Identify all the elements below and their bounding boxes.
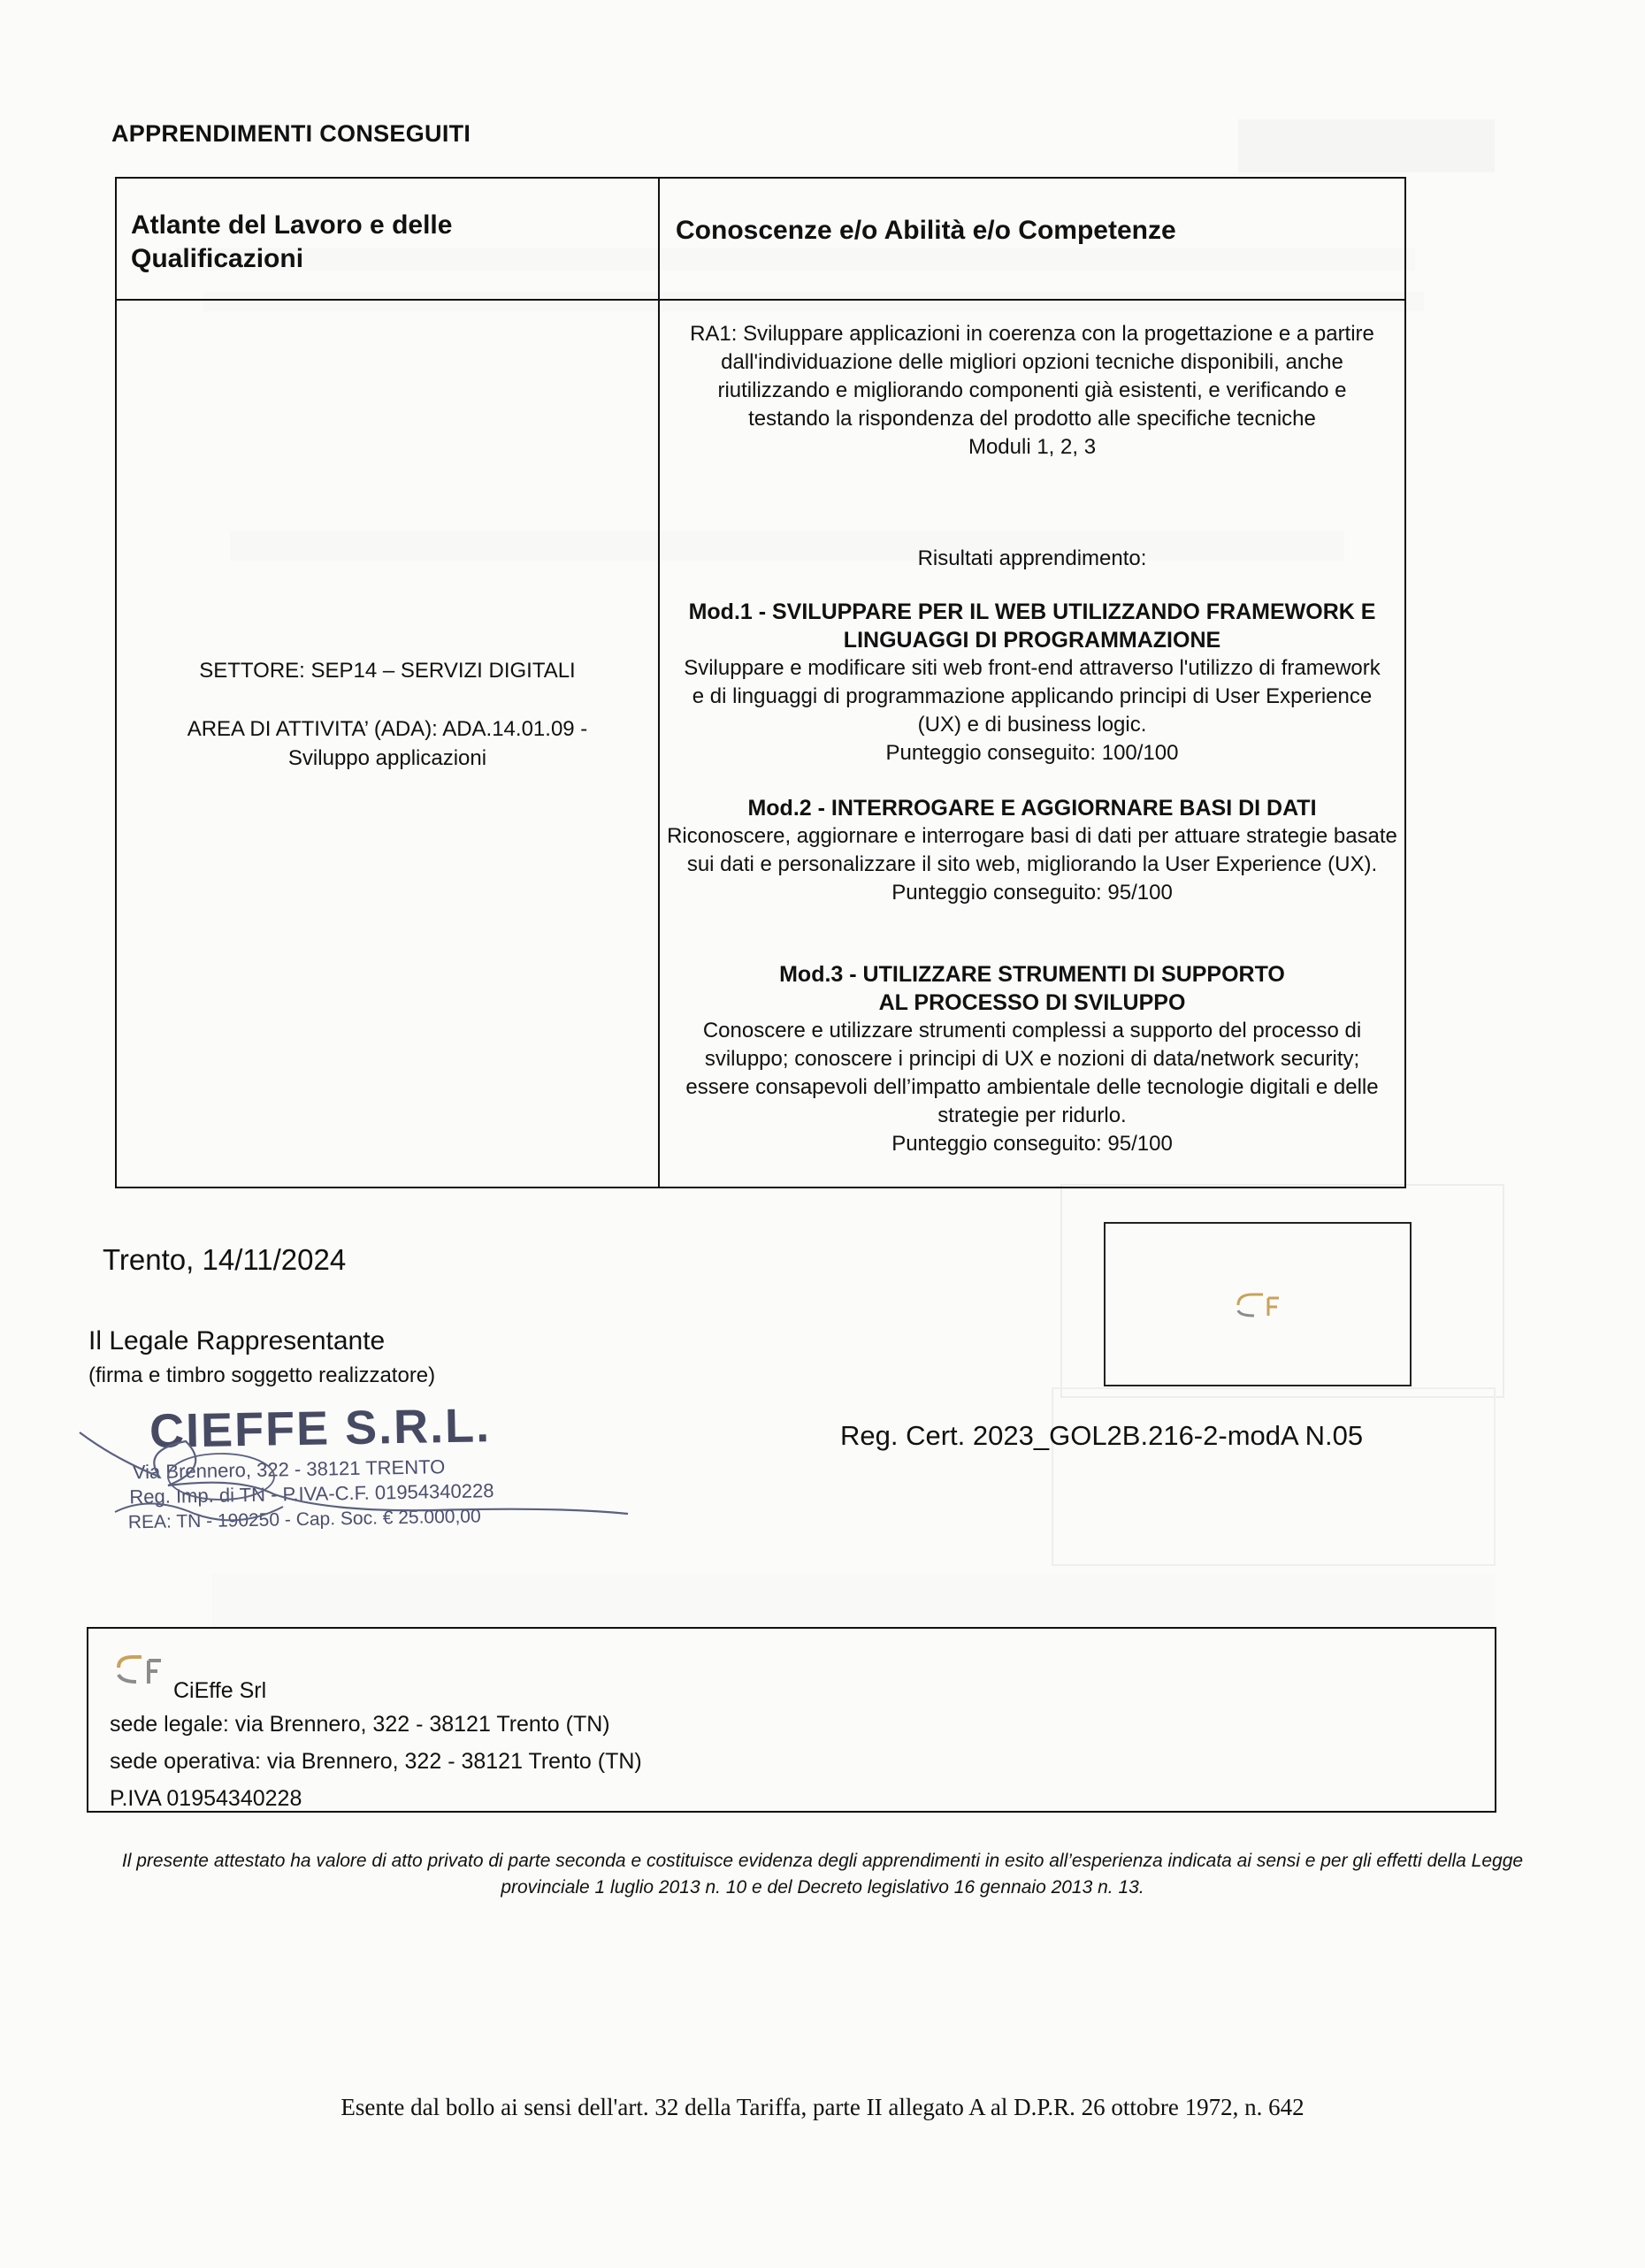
registration-certificate: Reg. Cert. 2023_GOL2B.216-2-modA N.05 [840, 1420, 1364, 1451]
cieffe-logo-icon [111, 1648, 170, 1692]
module-1 [660, 598, 1404, 767]
stamp-duty-exemption: Esente dal bollo ai sensi dell'art. 32 della Tariffa, parte II allegato A al D.P.R. 26 ottobre 1972, n. 642 [340, 2094, 1305, 2120]
area-attivita [117, 714, 658, 773]
module-3-title: Mod.3 - UTILIZZARE STRUMENTI DI SUPPORTO AL PROCESSO DI SVILUPPO [779, 962, 1285, 1015]
legal-representative-subtitle: (firma e timbro soggetto realizzatore) [88, 1363, 436, 1387]
company-piva: P.IVA 01954340228 [110, 1786, 302, 1811]
competenze-column-header: Conoscenze e/o Abilità e/o Competenze [676, 216, 1176, 245]
atlante-column-header: Atlante del Lavoro e delle Qualificazioni [131, 210, 453, 273]
moduli-text: Moduli 1, 2, 3 [968, 435, 1097, 459]
module-3-score: Punteggio conseguito: 95/100 [891, 1132, 1173, 1156]
module-1-title: Mod.1 - SVILUPPARE PER IL WEB UTILIZZANDO FRAMEWORK E LINGUAGGI DI PROGRAMMAZIONE [688, 599, 1376, 653]
stamp-address: Via Brennero, 322 - 38121 TRENTO [132, 1455, 446, 1484]
module-3-description: Conoscere e utilizzare strumenti complessi a supporto del processo di sviluppo; conoscere i principi di UX e nozioni di data/network security; essere consapevoli dell’impatto ambientale delle tecnologie digitali e delle strategie per ridurlo. [685, 1019, 1379, 1127]
company-sede-operativa: sede operativa: via Brennero, 322 - 38121 Trento (TN) [110, 1749, 642, 1774]
module-2 [660, 794, 1404, 907]
logo-stamp-box [1104, 1222, 1412, 1386]
stamp-registration: Reg. Imp. di TN - P.IVA-C.F. 01954340228 [129, 1479, 494, 1508]
table-header-divider [117, 299, 1404, 301]
settore-text: SETTORE: SEP14 – SERVIZI DIGITALI [199, 659, 576, 683]
module-2-title: Mod.2 - INTERROGARE E AGGIORNARE BASI DI DATI [747, 796, 1317, 821]
stamp-company-name: CIEFFE S.R.L. [149, 1399, 492, 1458]
ra1-block [660, 320, 1404, 462]
ra1-text: RA1: Sviluppare applicazioni in coerenza con la progettazione e a partire dall'individuazione delle migliori opzioni tecniche disponibili, anche riutilizzando e migliorando componenti già esistenti, e verificando e testando la rispondenza del prodotto alle specifiche tecniche [690, 322, 1374, 431]
learning-outcomes-table [115, 177, 1406, 1188]
module-1-score: Punteggio conseguito: 100/100 [885, 741, 1179, 765]
module-2-score: Punteggio conseguito: 95/100 [891, 881, 1173, 905]
area-attivita-line2: Sviluppo applicazioni [287, 746, 487, 770]
stamp-rea: REA: TN - 190250 - Cap. Soc. € 25.000,00 [127, 1506, 481, 1533]
company-sede-legale: sede legale: via Brennero, 322 - 38121 Trento (TN) [110, 1712, 610, 1737]
module-2-description: Riconoscere, aggiornare e interrogare basi di dati per attuare strategie basate sui dati e personalizzare il sito web, migliorando la User Experience (UX). [667, 824, 1397, 876]
risultati-label: Risultati apprendimento: [917, 546, 1147, 570]
company-name: CiEffe Srl [173, 1678, 267, 1703]
module-1-description: Sviluppare e modificare siti web front-end attraverso l'utilizzo di framework e di linguaggi di programmazione applicando principi di User Experience (UX) e di business logic. [684, 656, 1381, 737]
place-date: Trento, 14/11/2024 [103, 1243, 347, 1276]
area-attivita-line1: AREA DI ATTIVITA’ (ADA): ADA.14.01.09 - [187, 717, 588, 741]
cieffe-logo-icon [1106, 1224, 1413, 1388]
legal-footnote: Il presente attestato ha valore di atto privato di parte seconda e costituisce evidenza degli apprendimenti in esito all’esperienza indicata ai sensi e per gli effetti della Legge provinciale 1 luglio 2013 n. 10 e del Decreto legislativo 16 gennaio 2013 n. 13. [121, 1851, 1524, 1898]
module-3 [660, 960, 1404, 1158]
company-info-box [87, 1627, 1496, 1813]
handwritten-signature [62, 1415, 646, 1530]
section-title: APPRENDIMENTI CONSEGUITI [111, 120, 471, 147]
legal-representative-title: Il Legale Rappresentante [88, 1326, 386, 1355]
